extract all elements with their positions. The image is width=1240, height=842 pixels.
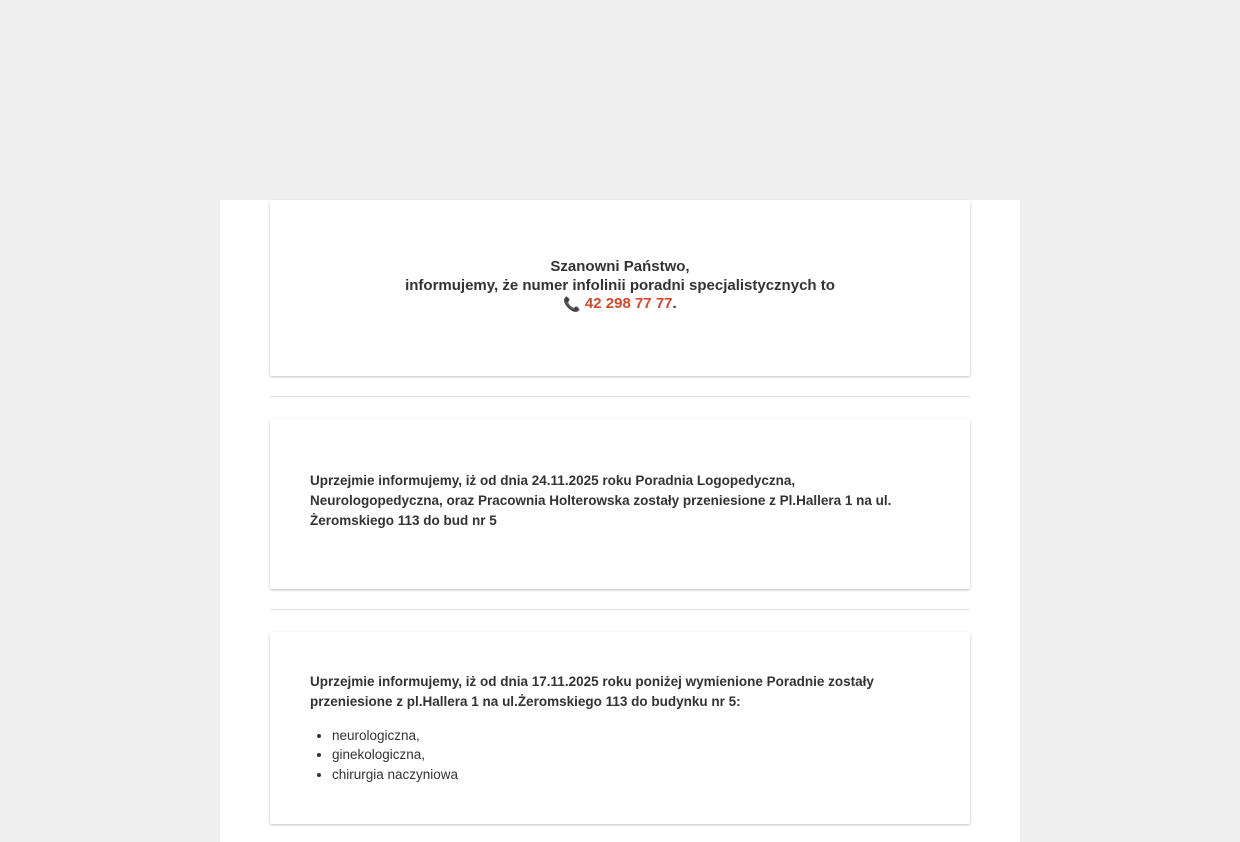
relocation-notice-1-text [310, 471, 930, 531]
relocation-notice-2-text [310, 672, 930, 785]
relocation-notice-1-paragraph: Uprzejmie informujemy, iż od dnia 24.11.2025 roku Poradnia Logopedyczna, Neurologopedyczna, oraz Pracownia Holterowska zostały przeniesione z Pl.Hallera 1 na ul. Żeromskiego 113 do bud nr 5 [310, 472, 892, 528]
relocation-notice-1-card [270, 419, 970, 589]
list-item: • ginekologiczna, [332, 745, 930, 765]
page-content [220, 200, 1020, 842]
hotline-phone-line [310, 295, 930, 314]
relocation-notice-2-paragraph: Uprzejmie informujemy, iż od dnia 17.11.2025 roku poniżej wymienione Poradnie zostały przeniesione z pl.Hallera 1 na ul.Żeromskiego 113 do budynku nr 5: [310, 673, 874, 709]
relocation-notice-1-body [270, 419, 970, 589]
hotline-phone-period: . [672, 295, 677, 312]
divider-2 [270, 609, 970, 610]
content-container [220, 200, 1020, 824]
hotline-notice-line-1: Szanowni Państwo, [550, 258, 690, 275]
list-item: • neurologiczna, [332, 726, 930, 746]
phone-icon: 📞 [563, 296, 581, 312]
list-item: • chirurgia naczyniowa [332, 765, 930, 785]
relocation-clinics-list [310, 726, 930, 785]
hotline-notice-line-2: informujemy, że numer infolinii poradni specjalistycznych to [405, 276, 835, 294]
hotline-notice-text [310, 258, 930, 314]
hotline-notice-body [270, 200, 970, 376]
hotline-phone-number[interactable]: 42 298 77 77 [584, 295, 673, 312]
hotline-notice-card [270, 200, 970, 376]
relocation-notice-2-card [270, 632, 970, 825]
relocation-notice-2-body [270, 632, 970, 825]
divider-1 [270, 396, 970, 397]
